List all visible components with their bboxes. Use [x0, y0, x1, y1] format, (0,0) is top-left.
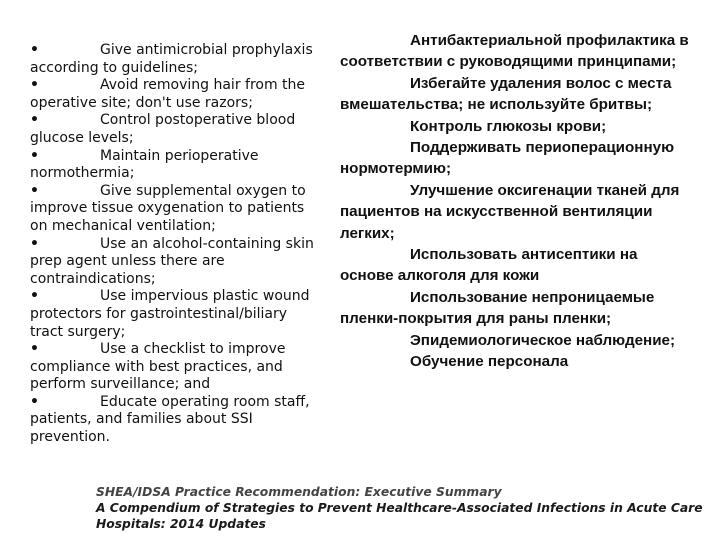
bullet-icon: • [30, 393, 39, 410]
list-item [30, 236, 315, 289]
list-item [340, 30, 690, 73]
list-item-text: Обучение персонала [410, 353, 569, 371]
list-item [30, 42, 315, 77]
russian-recommendations-list [340, 30, 690, 373]
bullet-icon: • [30, 42, 39, 58]
list-item-text: Улучшение оксигенации тканей для пациентов на искусственной вентиляции легких; [340, 181, 680, 242]
source-citation [96, 484, 706, 532]
list-item [30, 183, 315, 236]
bullet-icon: • [30, 288, 39, 305]
list-item-text: Use a checklist to improve compliance with best practices, and perform surveillance; and [30, 341, 286, 393]
list-item-text: Give supplemental oxygen to improve tissue oxygenation to patients on mechanical ventilation; [30, 182, 306, 234]
bullet-icon: • [30, 235, 39, 252]
list-item [30, 288, 315, 341]
list-item-text: Контроль глюкозы крови; [410, 117, 607, 135]
list-item-text: Использовать антисептики на основе алкоголя для кожи [340, 246, 638, 285]
english-recommendations-list [30, 42, 315, 447]
list-item-text: Give antimicrobial prophylaxis according to guidelines; [30, 42, 313, 76]
list-item [30, 394, 315, 447]
bullet-icon: • [30, 341, 39, 358]
list-item-text: Maintain perioperative normothermia; [30, 147, 259, 182]
list-item-text: Антибактериальной профилактика в соответствии с руководящими принципами; [340, 32, 689, 71]
list-item [30, 341, 315, 394]
list-item [340, 351, 690, 372]
list-item [30, 148, 315, 183]
list-item [340, 73, 690, 116]
citation-line-1: SHEA/IDSA Practice Recommendation: Executive Summary [96, 485, 502, 499]
bullet-icon: • [30, 182, 39, 199]
list-item [340, 180, 690, 244]
list-item [340, 116, 690, 137]
bullet-icon: • [30, 147, 39, 164]
list-item-text: Избегайте удаления волос с места вмешательства; не используйте бритвы; [340, 74, 672, 114]
citation-line-2: A Compendium of Strategies to Prevent Healthcare-Associated Infections in Acute Care Hospitals: 2014 Updates [96, 501, 703, 531]
list-item-text: Use an alcohol-containing skin prep agent unless there are contraindications; [30, 235, 314, 287]
list-item-text: Use impervious plastic wound protectors for gastrointestinal/biliary tract surgery; [30, 288, 310, 340]
bullet-icon: • [30, 112, 39, 129]
bullet-icon: • [30, 77, 39, 94]
list-item [340, 244, 690, 287]
list-item [340, 137, 690, 180]
list-item-text: Educate operating room staff, patients, and families about SSI prevention. [30, 393, 310, 446]
list-item-text: Эпидемиологическое наблюдение; [410, 331, 676, 349]
list-item [30, 112, 315, 147]
list-item [340, 330, 690, 351]
list-item [30, 77, 315, 112]
list-item-text: Control postoperative blood glucose levels; [30, 112, 296, 146]
list-item [340, 287, 690, 330]
list-item-text: Использование непроницаемые пленки-покрытия для раны пленки; [340, 288, 655, 328]
list-item-text: Avoid removing hair from the operative site; don't use razors; [30, 77, 306, 111]
list-item-text: Поддерживать периоперационную нормотермию; [340, 139, 675, 178]
